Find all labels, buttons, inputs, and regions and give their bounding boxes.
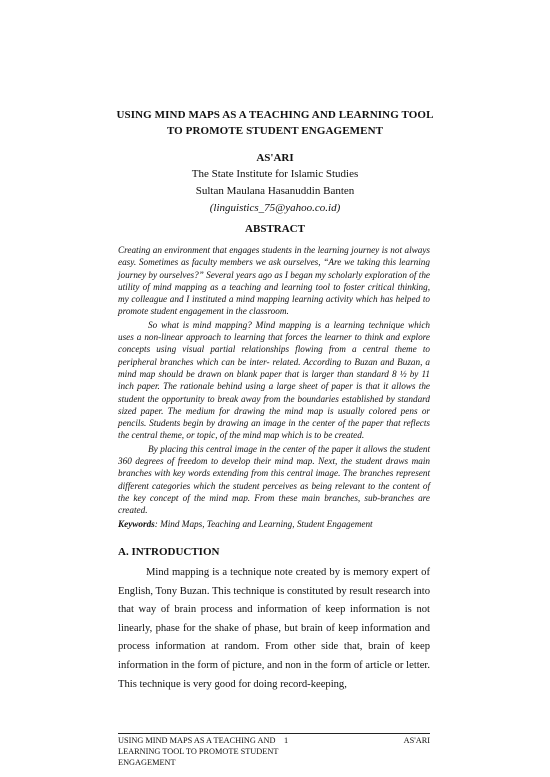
footer-divider: [118, 733, 430, 734]
author-name: AS'ARI: [256, 152, 294, 164]
keywords-line: [118, 518, 430, 530]
author-affiliation: [60, 166, 490, 217]
author-email: (linguistics_75@yahoo.co.id): [209, 202, 341, 214]
paper-title: [60, 107, 490, 139]
footer-page-number: 1: [284, 736, 289, 745]
introduction-heading: A. INTRODUCTION: [118, 546, 220, 558]
footer-running-title: USING MIND MAPS AS A TEACHING AND LEARNING TOOL TO PROMOTE STUDENT ENGAGEMENT: [118, 736, 279, 767]
abstract-paragraph-1: Creating an environment that engages students in the learning journey is not always easy. Sometimes as faculty members we ask ourselves, “Are we taking this learning journey by ourselves?” Several years ago as I began my scholarly exploration of the utility of mind mapping as a teaching and learning tool to foster critical thinking, my colleague and I instituted a mind mapping learning activity which has helped to promote student engagement in the classroom.: [118, 245, 430, 317]
keywords-list: : Mind Maps, Teaching and Learning, Student Engagement: [154, 519, 373, 529]
title-line-1: USING MIND MAPS AS A TEACHING AND LEARNING TOOL: [116, 109, 434, 121]
title-line-2: TO PROMOTE STUDENT ENGAGEMENT: [166, 125, 384, 137]
introduction-paragraph: Mind mapping is a technique note created by is memory expert of English, Tony Buzan. This technique is constituted by result research into that way of brain process and information of keep information is not linearly, phase for the shake of phase, but brain of keep information and process information at random. From other side that, brain of keep information in the form of picture, and non in the form of article or letter. This technique is very good for doing record-keeping,: [118, 567, 430, 690]
abstract-heading: ABSTRACT: [245, 223, 305, 235]
abstract-paragraph-2: So what is mind mapping? Mind mapping is a learning technique which uses a non-linear approach to learning that forces the learner to think and explore concepts using visual partial relationships flowing from a central theme to peripheral branches which can be inter- related. According to Buzan and Buzan, a mind map should be drawn on blank paper that is larger than standard 8 ½ by 11 inch paper. The rationale behind using a large sheet of paper is that it allows the student the opportunity to break away from the boundaries established by standard sized paper. The medium for drawing the mind map is usually colored pens or pencils. Students begin by drawing an image in the center of the paper that reflects the central theme, or topic, of the mind map which is to be created.: [118, 319, 430, 441]
affiliation-location: Sultan Maulana Hasanuddin Banten: [195, 185, 355, 197]
affiliation-institute: The State Institute for Islamic Studies: [191, 168, 359, 180]
footer-author: AS'ARI: [403, 736, 430, 745]
abstract-paragraph-3: By placing this central image in the center of the paper it allows the student 360 degrees of freedom to develop their mind map. Next, the student draws main branches with key words extending from this central image. The branches represent different categories which the student perceives as being relevant to the content of the key concept of the mind map. From these main branches, sub-branches are created.: [118, 443, 430, 516]
abstract-body: [118, 244, 430, 518]
keywords-label: Keywords: [118, 519, 155, 529]
